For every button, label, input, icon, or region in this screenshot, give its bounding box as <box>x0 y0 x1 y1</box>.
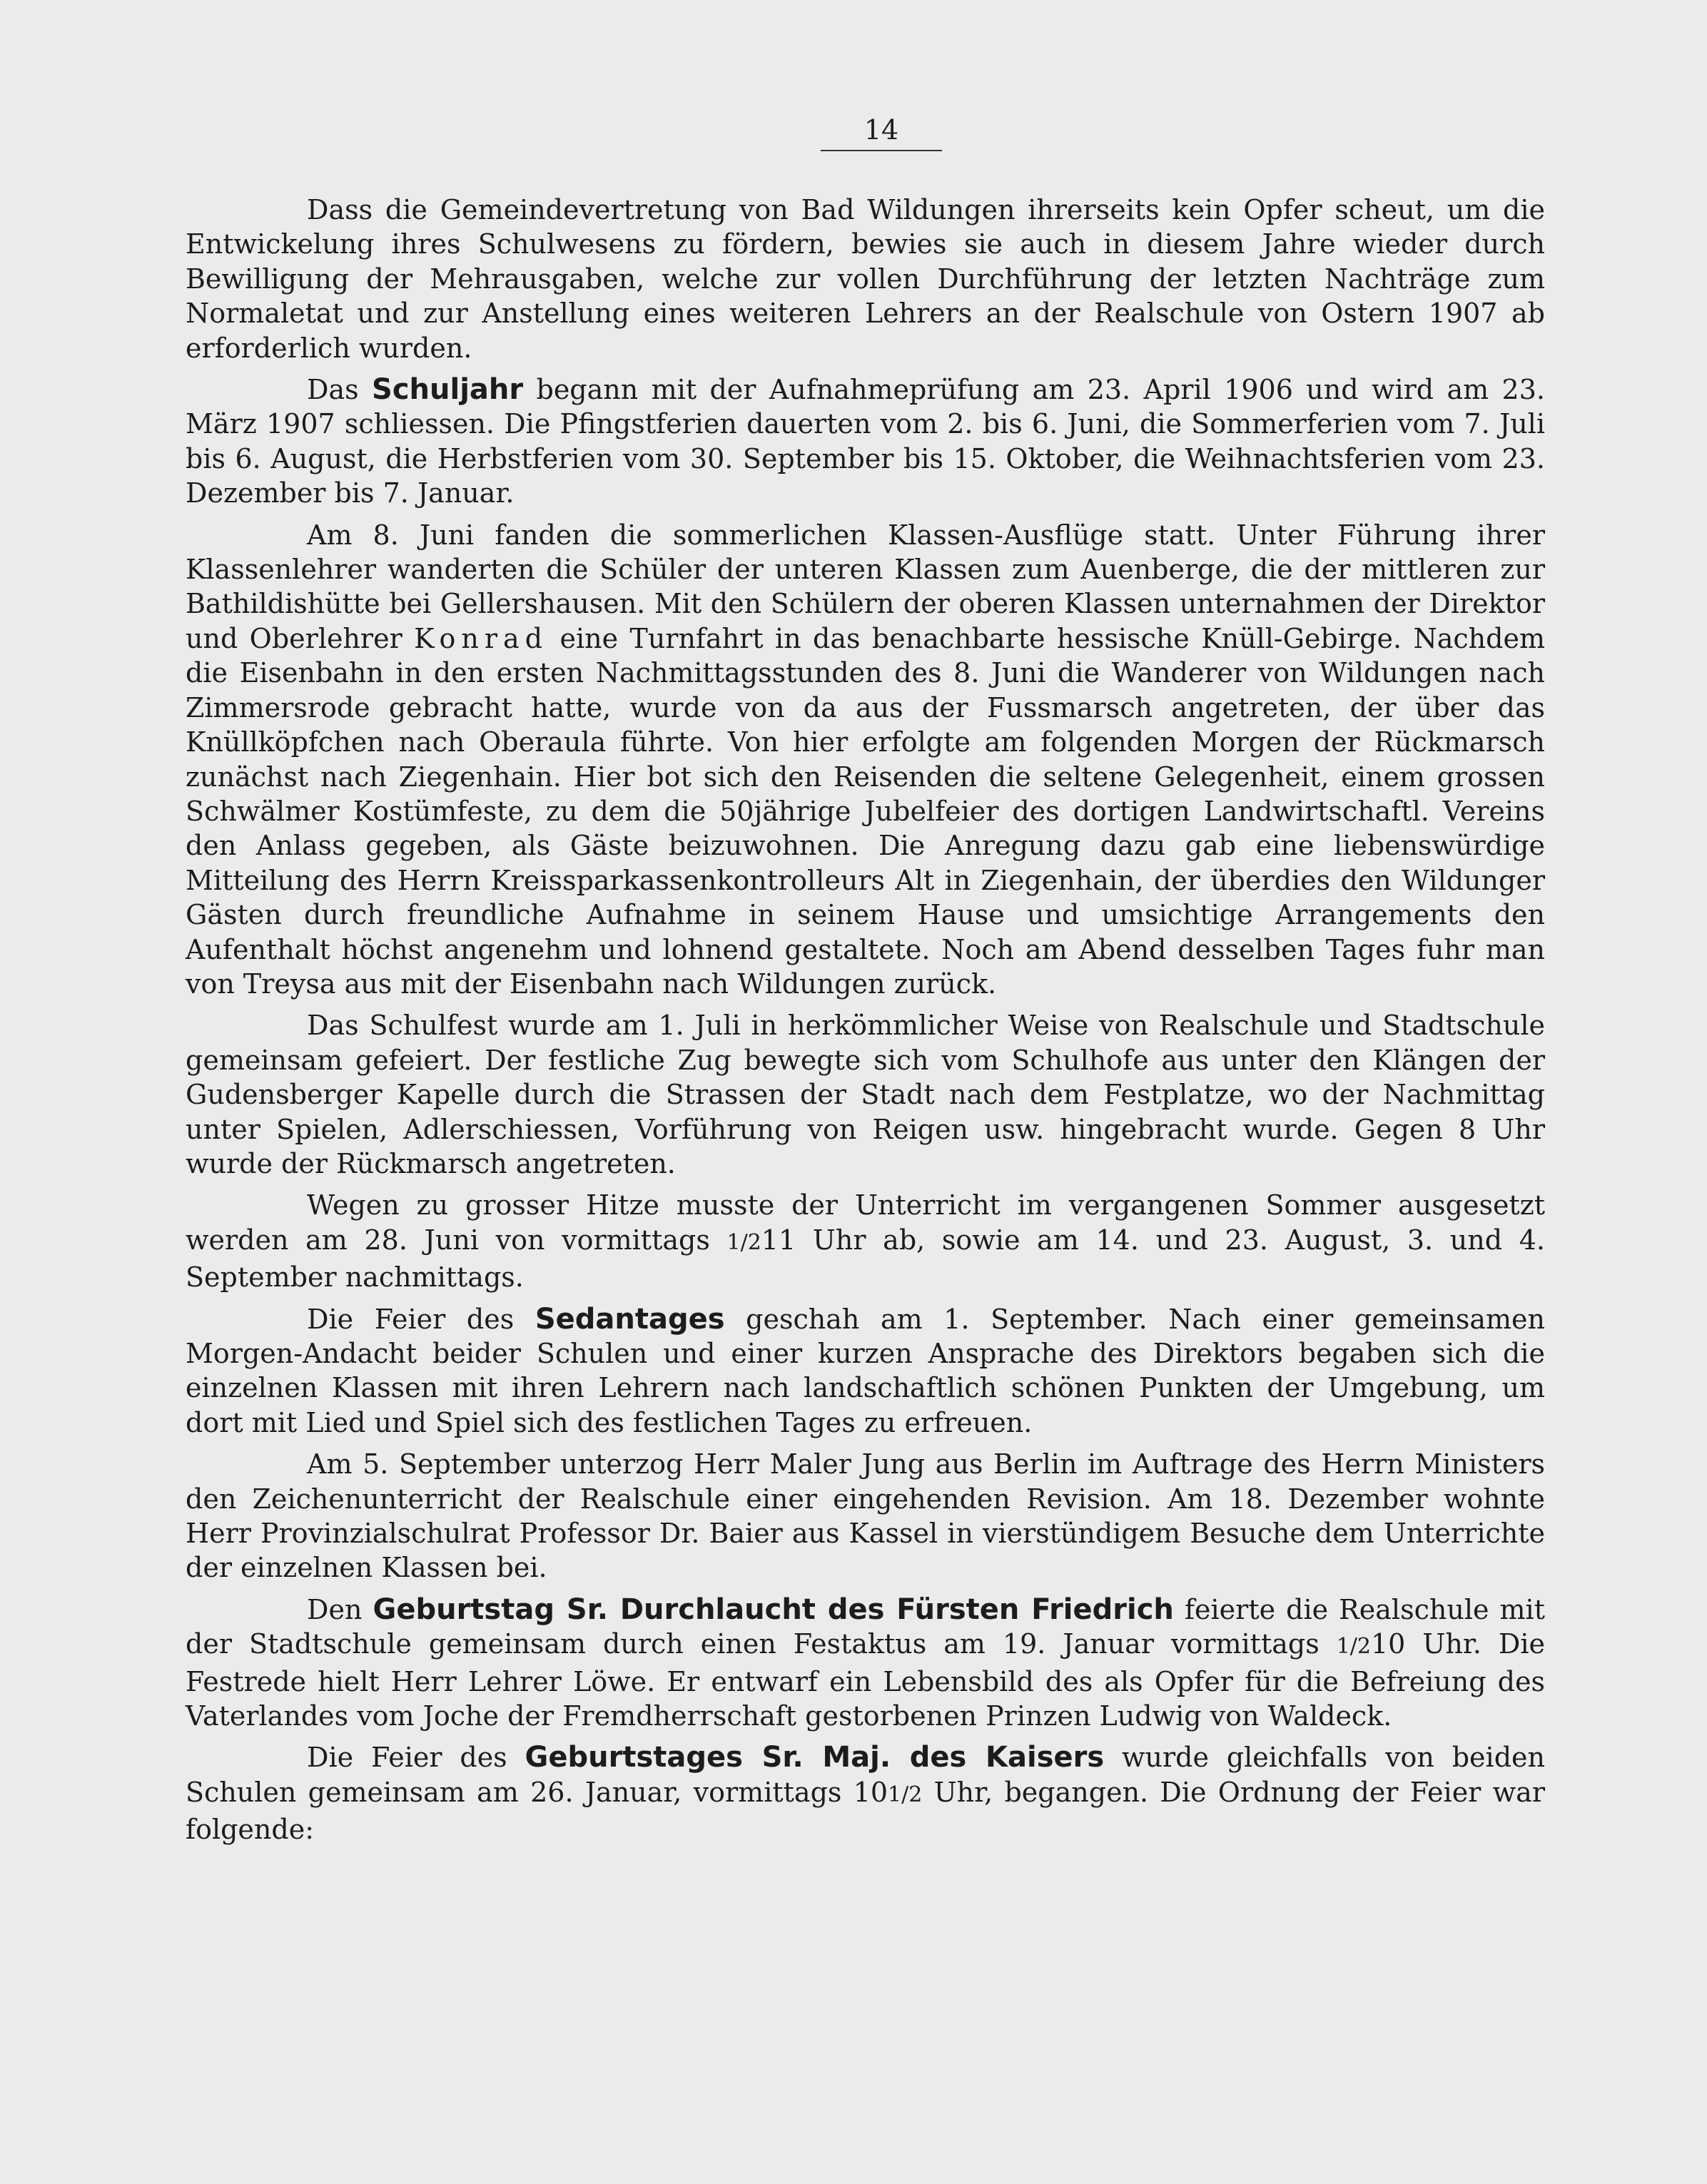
paragraph-fuerst-geburtstag <box>186 1593 1545 1734</box>
paragraph-text: Am 8. Juni fanden die sommerlichen Klassen-Ausflüge statt. Unter Führung ihrer Klassenlehrer wanderten die Schüler der unteren Klassen zum Auenberge, die der mittleren zur Bathildishütte bei Gellershausen. Mit den Schülern der oberen Klassen unternahmen der Direktor und Oberlehrer <box>186 519 1545 654</box>
page-number: 14 <box>821 114 942 151</box>
heading-sedantages: Sedantages <box>535 1302 725 1336</box>
heading-geburtstag-kaiser: Geburtstages Sr. Maj. des Kaisers <box>525 1741 1105 1774</box>
fraction-half: 1/2 <box>888 1782 923 1807</box>
body-text <box>186 193 1545 1854</box>
paragraph-text: 11 Uhr ab, sowie am 14. und 23. August, 3. und 4. September nachmittags. <box>186 1224 1546 1294</box>
paragraph-text: Dass die Gemeindevertretung von Bad Wildungen ihrerseits kein Opfer scheut, um die Entwickelung ihres Schulwesens zu fördern, bewies sie auch in diesem Jahre wieder durch Bewilligung der Mehrausgaben, welche zur vollen Durchführung der letzten Nachträge zum Normaletat und zur Anstellung eines weiteren Lehrers an der Realschule von Ostern 1907 ab erforderlich wurden. <box>186 194 1545 364</box>
fraction-half: 1/2 <box>1336 1634 1371 1660</box>
paragraph-text: feierte die Realschule mit der Stadtschule gemeinsam durch einen Festaktus am 19. Januar vormittags <box>186 1593 1545 1660</box>
paragraph-gemeindevertretung <box>186 193 1545 365</box>
paragraph-hitze <box>186 1188 1545 1294</box>
paragraph-text: geschah am 1. September. Nach einer gemeinsamen Morgen-Andacht beider Schulen und einer kurzen Ansprache des Direktors begaben sich die einzelnen Klassen mit ihren Lehrern nach landschaftlich schönen Punkten der Umgebung, um dort mit Lied und Spiel sich des festlichen Tages zu erfreuen. <box>186 1303 1545 1438</box>
paragraph-klassen-ausfluege <box>186 518 1545 1002</box>
paragraph-schulfest <box>186 1008 1545 1181</box>
heading-schuljahr: Schuljahr <box>372 373 524 407</box>
heading-geburtstag-fuerst: Geburtstag Sr. Durchlaucht des Fürsten Friedrich <box>373 1593 1174 1626</box>
paragraph-text: 10 Uhr. Die Festrede hielt Herr Lehrer Löwe. Er entwarf ein Lebensbild des als Opfer für die Befreiung des Vaterlandes vom Joche der Fremdherrschaft gestorbenen Prinzen Ludwig von Waldeck. <box>186 1628 1545 1732</box>
paragraph-text: Das Schulfest wurde am 1. Juli in herkömmlicher Weise von Realschule und Stadtschule gemeinsam gefeiert. Der festliche Zug bewegte sich vom Schulhofe aus unter den Klängen der Gudensberger Kapelle durch die Strassen der Stadt nach dem Festplatze, wo der Nachmittag unter Spielen, Adlerschiessen, Vorführung von Reigen usw. hingebracht wurde. Gegen 8 Uhr wurde der Rückmarsch angetreten. <box>186 1010 1545 1179</box>
paragraph-sedantag <box>186 1302 1545 1441</box>
paragraph-text: Wegen zu grosser Hitze musste der Unterricht im vergangenen Sommer ausgesetzt werden am 28. Juni von vormittags <box>186 1189 1545 1256</box>
paragraph-text: Die Feier des <box>307 1303 535 1335</box>
name-konrad: Konrad <box>414 622 549 654</box>
paragraph-text: wurde gleichfalls von beiden Schulen gemeinsam am 26. Januar, vormittags 10 <box>186 1742 1545 1808</box>
paragraph-text: Die Feier des <box>307 1742 525 1774</box>
fraction-half: 1/2 <box>726 1229 761 1255</box>
paragraph-text: Am 5. September unterzog Herr Maler Jung aus Berlin im Auftrage des Herrn Ministers den Zeichenunterricht der Realschule einer eingehenden Revision. Am 18. Dezember wohnte Herr Provinzialschulrat Professor Dr. Baier aus Kassel in vierstündigem Besuche dem Unterrichte der einzelnen Klassen bei. <box>186 1448 1545 1584</box>
paragraph-text: eine Turnfahrt in das benachbarte hessische Knüll-Gebirge. Nachdem die Eisenbahn in den ersten Nachmittagsstunden des 8. Juni die Wanderer von Wildungen nach Zimmersrode gebracht hatte, wurde von da aus der Fussmarsch angetreten, der über das Knüllköpfchen nach Oberaula führte. Von hier erfolgte am folgenden Morgen der Rückmarsch zunächst nach Ziegenhain. Hier bot sich den Reisenden die seltene Gelegenheit, einem grossen Schwälmer Kostümfeste, zu dem die 50jährige Jubelfeier des dortigen Landwirtschaftl. Vereins den Anlass gegeben, als Gäste beizuwohnen. Die Anregung dazu gab eine liebenswürdige Mitteilung des Herrn Kreissparkassenkontrolleurs Alt in Ziegenhain, der überdies den Wildunger Gästen durch freundliche Aufnahme in seinem Hause und umsichtige Arrangements den Aufenthalt höchst angenehm und lohnend gestaltete. Noch am Abend desselben Tages fuhr man von Treysa aus mit der Eisenbahn nach Wildungen zurück. <box>186 622 1545 1000</box>
paragraph-schuljahr <box>186 372 1545 511</box>
paragraph-text: Uhr, begangen. Die Ordnung der Feier war folgende: <box>186 1776 1545 1846</box>
paragraph-kaiser-geburtstag <box>186 1740 1545 1847</box>
paragraph-text: begann mit der Aufnahmeprüfung am 23. April 1906 und wird am 23. März 1907 schliessen. Die Pfingstferien dauerten vom 2. bis 6. Juni, die Sommerferien vom 7. Juli bis 6. August, die Herbstferien vom 30. September bis 15. Oktober, die Weihnachtsferien vom 23. Dezember bis 7. Januar. <box>186 374 1545 509</box>
paragraph-text: Den <box>307 1593 373 1625</box>
paragraph-text: Das <box>307 374 373 406</box>
paragraph-revision <box>186 1447 1545 1585</box>
